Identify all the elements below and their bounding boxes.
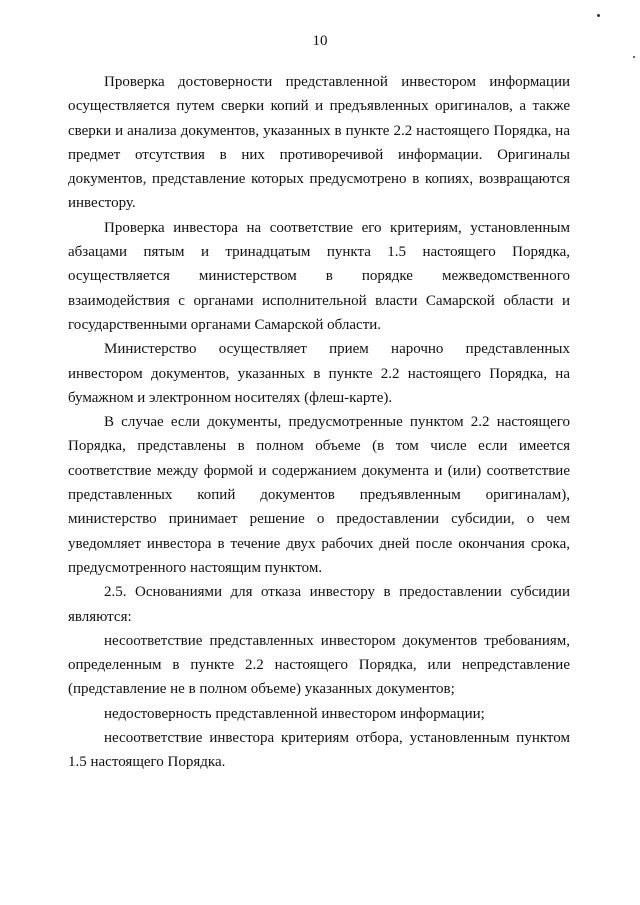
paragraph-decision-on-subsidy: В случае если документы, предусмотренные пунктом 2.2 настоящего Порядка, представлены в полном объеме (в том числе если имеется соответствие между формой и содержанием документа и (или) соответствие представленных копий документов предъявленным оригиналам), министерство принимает решение о предоставлении субсидии, о чем уведомляет инвестора в течение двух рабочих дней после окончания срока, предусмотренного настоящим пунктом. (68, 414, 570, 576)
paragraph-verification-reliability: Проверка достоверности представленной инвестором информации осуществляется путем сверки копий и предъявленных оригиналов, а также сверки и анализа документов, указанных в пункте 2.2 настоящего Порядка, на предмет отсутствия в них противоречивой информации. Оригиналы документов, представление которых предусмотрено в копиях, возвращаются инвестору. (68, 74, 570, 212)
page-number: 10 (312, 33, 328, 49)
list-item-criteria-mismatch: несоответствие инвестора критериям отбора, установленным пунктом 1.5 настоящего Порядка. (68, 730, 570, 771)
paragraph-investor-criteria-check: Проверка инвестора на соответствие его критериям, установленным абзацами пятым и тринадцатым пункта 1.5 настоящего Порядка, осуществляется министерством в порядке межведомственного взаимодействия с органами исполнительной власти Самарской области и государственными органами Самарской области. (68, 219, 570, 333)
list-item-documents-mismatch: несоответствие представленных инвестором документов требованиям, определенным в пункте 2.2 настоящего Порядка, или непредставление (представление не в полном объеме) указанных документов; (68, 632, 570, 698)
list-item-unreliable-information: недостоверность представленной инвестором информации; (104, 705, 485, 722)
scan-speck (597, 14, 600, 17)
paragraph-refusal-grounds-heading: 2.5. Основаниями для отказа инвестору в предоставлении субсидии являются: (68, 584, 570, 625)
scan-speck (633, 56, 635, 58)
paragraph-ministry-reception: Министерство осуществляет прием нарочно представленных инвестором документов, указанных в пункте 2.2 настоящего Порядка, на бумажном и электронном носителях (флеш-карте). (68, 341, 570, 406)
document-body (68, 70, 570, 775)
